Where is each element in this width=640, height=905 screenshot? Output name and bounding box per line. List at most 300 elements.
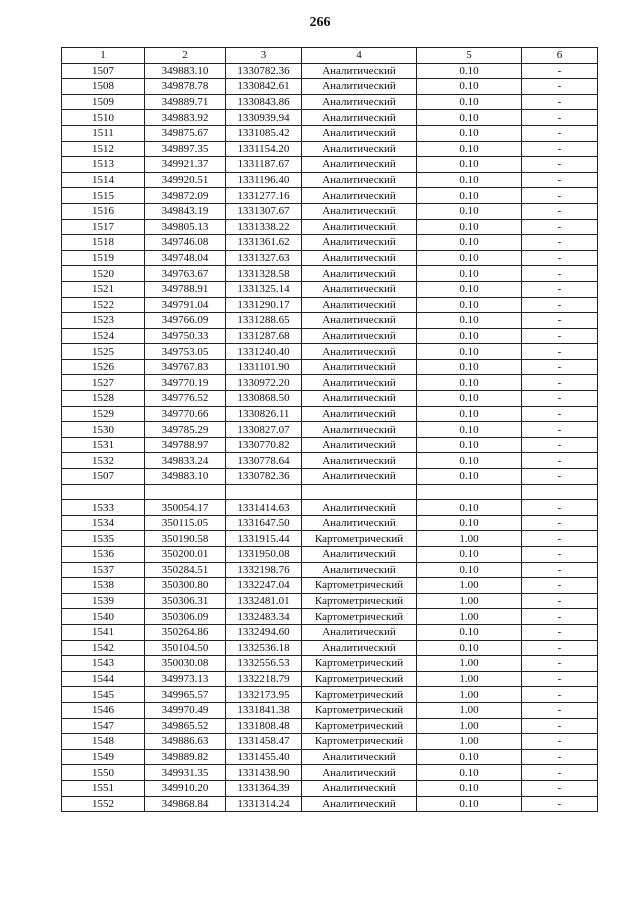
accuracy-cell: 0.10 <box>417 203 522 219</box>
table-row <box>62 780 598 796</box>
method-cell: Аналитический <box>302 297 417 313</box>
table-row <box>62 734 598 750</box>
point-number-cell: 1515 <box>62 188 145 204</box>
accuracy-cell: 1.00 <box>417 609 522 625</box>
accuracy-cell: 0.10 <box>417 375 522 391</box>
y-coordinate-cell: 1332247.04 <box>226 578 302 594</box>
point-number-cell: 1536 <box>62 547 145 563</box>
note-cell: - <box>522 624 598 640</box>
note-cell: - <box>522 671 598 687</box>
table-row <box>62 63 598 79</box>
accuracy-cell: 0.10 <box>417 437 522 453</box>
x-coordinate-cell: 350300.80 <box>145 578 226 594</box>
table-row <box>62 281 598 297</box>
y-coordinate-cell: 1331438.90 <box>226 765 302 781</box>
y-coordinate-cell: 1331414.63 <box>226 500 302 516</box>
point-number-cell: 1531 <box>62 437 145 453</box>
y-coordinate-cell: 1331307.67 <box>226 203 302 219</box>
y-coordinate-cell: 1331101.90 <box>226 359 302 375</box>
x-coordinate-cell: 349883.92 <box>145 110 226 126</box>
y-coordinate-cell: 1330842.61 <box>226 79 302 95</box>
x-coordinate-cell: 349910.20 <box>145 780 226 796</box>
accuracy-cell: 0.10 <box>417 63 522 79</box>
note-cell: - <box>522 79 598 95</box>
note-cell: - <box>522 406 598 422</box>
y-coordinate-cell: 1331841.38 <box>226 702 302 718</box>
column-header: 2 <box>145 48 226 64</box>
table-row <box>62 344 598 360</box>
note-cell: - <box>522 687 598 703</box>
x-coordinate-cell: 349805.13 <box>145 219 226 235</box>
x-coordinate-cell: 350284.51 <box>145 562 226 578</box>
point-number-cell <box>62 484 145 500</box>
table-row <box>62 125 598 141</box>
y-coordinate-cell: 1330827.07 <box>226 422 302 438</box>
note-cell: - <box>522 281 598 297</box>
method-cell: Картометрический <box>302 656 417 672</box>
note-cell: - <box>522 796 598 812</box>
table-header-row <box>62 48 598 64</box>
accuracy-cell: 0.10 <box>417 344 522 360</box>
y-coordinate-cell: 1332481.01 <box>226 593 302 609</box>
x-coordinate-cell: 349883.10 <box>145 469 226 485</box>
point-number-cell: 1546 <box>62 702 145 718</box>
x-coordinate-cell: 349766.09 <box>145 313 226 329</box>
table-row <box>62 453 598 469</box>
accuracy-cell: 1.00 <box>417 578 522 594</box>
y-coordinate-cell: 1330770.82 <box>226 437 302 453</box>
method-cell: Аналитический <box>302 765 417 781</box>
accuracy-cell: 0.10 <box>417 406 522 422</box>
note-cell: - <box>522 328 598 344</box>
y-coordinate-cell: 1332536.18 <box>226 640 302 656</box>
note-cell: - <box>522 141 598 157</box>
x-coordinate-cell: 349746.08 <box>145 235 226 251</box>
table-row <box>62 219 598 235</box>
x-coordinate-cell: 349785.29 <box>145 422 226 438</box>
point-number-cell: 1534 <box>62 515 145 531</box>
y-coordinate-cell: 1331455.40 <box>226 749 302 765</box>
method-cell: Аналитический <box>302 344 417 360</box>
accuracy-cell: 0.10 <box>417 125 522 141</box>
note-cell: - <box>522 375 598 391</box>
y-coordinate-cell: 1332218.79 <box>226 671 302 687</box>
table-body <box>62 63 598 812</box>
table-row <box>62 328 598 344</box>
point-number-cell: 1516 <box>62 203 145 219</box>
method-cell: Аналитический <box>302 172 417 188</box>
method-cell: Картометрический <box>302 609 417 625</box>
point-number-cell: 1522 <box>62 297 145 313</box>
table-row <box>62 578 598 594</box>
point-number-cell: 1508 <box>62 79 145 95</box>
table-row <box>62 422 598 438</box>
table-row <box>62 235 598 251</box>
method-cell: Аналитический <box>302 562 417 578</box>
table-row <box>62 297 598 313</box>
point-number-cell: 1521 <box>62 281 145 297</box>
accuracy-cell: 0.10 <box>417 780 522 796</box>
y-coordinate-cell: 1331325.14 <box>226 281 302 297</box>
note-cell: - <box>522 702 598 718</box>
table-row <box>62 266 598 282</box>
point-number-cell: 1527 <box>62 375 145 391</box>
note-cell: - <box>522 297 598 313</box>
method-cell: Аналитический <box>302 624 417 640</box>
note-cell: - <box>522 500 598 516</box>
table-row <box>62 796 598 812</box>
accuracy-cell: 0.10 <box>417 562 522 578</box>
method-cell: Аналитический <box>302 796 417 812</box>
table-row <box>62 375 598 391</box>
point-number-cell: 1530 <box>62 422 145 438</box>
table-row <box>62 203 598 219</box>
note-cell: - <box>522 640 598 656</box>
point-number-cell: 1540 <box>62 609 145 625</box>
x-coordinate-cell: 349833.24 <box>145 453 226 469</box>
method-cell: Аналитический <box>302 110 417 126</box>
point-number-cell: 1513 <box>62 157 145 173</box>
y-coordinate-cell: 1331154.20 <box>226 141 302 157</box>
x-coordinate-cell: 350306.09 <box>145 609 226 625</box>
point-number-cell: 1543 <box>62 656 145 672</box>
method-cell: Аналитический <box>302 203 417 219</box>
table-row <box>62 702 598 718</box>
table-row <box>62 172 598 188</box>
method-cell: Картометрический <box>302 734 417 750</box>
method-cell: Аналитический <box>302 313 417 329</box>
y-coordinate-cell: 1330778.64 <box>226 453 302 469</box>
table-row <box>62 500 598 516</box>
x-coordinate-cell: 349788.91 <box>145 281 226 297</box>
note-cell: - <box>522 157 598 173</box>
note-cell: - <box>522 453 598 469</box>
note-cell: - <box>522 749 598 765</box>
accuracy-cell: 0.10 <box>417 266 522 282</box>
y-coordinate-cell: 1331327.63 <box>226 250 302 266</box>
accuracy-cell: 1.00 <box>417 702 522 718</box>
note-cell: - <box>522 235 598 251</box>
x-coordinate-cell: 349872.09 <box>145 188 226 204</box>
note-cell: - <box>522 188 598 204</box>
y-coordinate-cell: 1332556.53 <box>226 656 302 672</box>
point-number-cell: 1514 <box>62 172 145 188</box>
table-row <box>62 562 598 578</box>
x-coordinate-cell: 349750.33 <box>145 328 226 344</box>
method-cell: Аналитический <box>302 328 417 344</box>
point-number-cell: 1535 <box>62 531 145 547</box>
table-row <box>62 188 598 204</box>
x-coordinate-cell: 349883.10 <box>145 63 226 79</box>
x-coordinate-cell: 349767.83 <box>145 359 226 375</box>
x-coordinate-cell: 349865.52 <box>145 718 226 734</box>
x-coordinate-cell: 350104.50 <box>145 640 226 656</box>
point-number-cell: 1538 <box>62 578 145 594</box>
y-coordinate-cell: 1331950.08 <box>226 547 302 563</box>
note-cell: - <box>522 718 598 734</box>
x-coordinate-cell: 349889.71 <box>145 94 226 110</box>
y-coordinate-cell: 1332173.95 <box>226 687 302 703</box>
accuracy-cell: 0.10 <box>417 219 522 235</box>
column-header: 3 <box>226 48 302 64</box>
point-number-cell: 1507 <box>62 469 145 485</box>
method-cell: Аналитический <box>302 453 417 469</box>
method-cell: Аналитический <box>302 515 417 531</box>
method-cell: Аналитический <box>302 188 417 204</box>
table-row <box>62 313 598 329</box>
y-coordinate-cell: 1331458.47 <box>226 734 302 750</box>
y-coordinate-cell: 1331361.62 <box>226 235 302 251</box>
x-coordinate-cell: 350306.31 <box>145 593 226 609</box>
y-coordinate-cell: 1330972.20 <box>226 375 302 391</box>
note-cell: - <box>522 469 598 485</box>
method-cell: Аналитический <box>302 125 417 141</box>
x-coordinate-cell: 349921.37 <box>145 157 226 173</box>
note-cell: - <box>522 94 598 110</box>
table-row <box>62 718 598 734</box>
x-coordinate-cell: 349889.82 <box>145 749 226 765</box>
point-number-cell: 1541 <box>62 624 145 640</box>
note-cell: - <box>522 266 598 282</box>
note-cell: - <box>522 344 598 360</box>
point-number-cell: 1547 <box>62 718 145 734</box>
y-coordinate-cell: 1331187.67 <box>226 157 302 173</box>
point-number-cell: 1552 <box>62 796 145 812</box>
point-number-cell: 1544 <box>62 671 145 687</box>
accuracy-cell: 0.10 <box>417 640 522 656</box>
y-coordinate-cell: 1331085.42 <box>226 125 302 141</box>
note-cell: - <box>522 110 598 126</box>
table-row <box>62 391 598 407</box>
x-coordinate-cell: 349970.49 <box>145 702 226 718</box>
method-cell: Картометрический <box>302 702 417 718</box>
accuracy-cell: 0.10 <box>417 796 522 812</box>
method-cell: Картометрический <box>302 593 417 609</box>
x-coordinate-cell: 349791.04 <box>145 297 226 313</box>
accuracy-cell: 1.00 <box>417 531 522 547</box>
y-coordinate-cell: 1332198.76 <box>226 562 302 578</box>
method-cell: Аналитический <box>302 79 417 95</box>
point-number-cell: 1526 <box>62 359 145 375</box>
accuracy-cell: 0.10 <box>417 328 522 344</box>
y-coordinate-cell: 1330826.11 <box>226 406 302 422</box>
x-coordinate-cell: 349875.67 <box>145 125 226 141</box>
note-cell: - <box>522 578 598 594</box>
column-header: 5 <box>417 48 522 64</box>
accuracy-cell: 0.10 <box>417 141 522 157</box>
x-coordinate-cell: 350030.08 <box>145 656 226 672</box>
method-cell: Аналитический <box>302 266 417 282</box>
table-row <box>62 94 598 110</box>
point-number-cell: 1518 <box>62 235 145 251</box>
accuracy-cell: 1.00 <box>417 593 522 609</box>
y-coordinate-cell: 1330868.50 <box>226 391 302 407</box>
method-cell: Аналитический <box>302 422 417 438</box>
table-row <box>62 157 598 173</box>
method-cell: Аналитический <box>302 500 417 516</box>
method-cell: Аналитический <box>302 219 417 235</box>
note-cell: - <box>522 203 598 219</box>
y-coordinate-cell: 1331808.48 <box>226 718 302 734</box>
point-number-cell: 1542 <box>62 640 145 656</box>
table-row <box>62 609 598 625</box>
point-number-cell: 1524 <box>62 328 145 344</box>
accuracy-cell: 1.00 <box>417 718 522 734</box>
method-cell: Картометрический <box>302 578 417 594</box>
table-row <box>62 406 598 422</box>
method-cell: Аналитический <box>302 94 417 110</box>
y-coordinate-cell: 1331240.40 <box>226 344 302 360</box>
accuracy-cell: 0.10 <box>417 749 522 765</box>
point-number-cell: 1549 <box>62 749 145 765</box>
point-number-cell: 1517 <box>62 219 145 235</box>
accuracy-cell <box>417 484 522 500</box>
method-cell: Аналитический <box>302 749 417 765</box>
point-number-cell: 1551 <box>62 780 145 796</box>
y-coordinate-cell: 1330782.36 <box>226 63 302 79</box>
x-coordinate-cell: 349748.04 <box>145 250 226 266</box>
note-cell: - <box>522 547 598 563</box>
table-row <box>62 640 598 656</box>
note-cell: - <box>522 125 598 141</box>
table-row <box>62 547 598 563</box>
accuracy-cell: 0.10 <box>417 547 522 563</box>
method-cell: Аналитический <box>302 375 417 391</box>
y-coordinate-cell: 1331290.17 <box>226 297 302 313</box>
table-row <box>62 656 598 672</box>
method-cell: Аналитический <box>302 235 417 251</box>
table-row <box>62 531 598 547</box>
point-number-cell: 1511 <box>62 125 145 141</box>
x-coordinate-cell: 350190.58 <box>145 531 226 547</box>
table-row <box>62 671 598 687</box>
accuracy-cell: 0.10 <box>417 391 522 407</box>
method-cell: Аналитический <box>302 63 417 79</box>
note-cell: - <box>522 593 598 609</box>
y-coordinate-cell: 1331328.58 <box>226 266 302 282</box>
x-coordinate-cell: 349788.97 <box>145 437 226 453</box>
note-cell: - <box>522 656 598 672</box>
accuracy-cell: 0.10 <box>417 515 522 531</box>
table-row <box>62 141 598 157</box>
point-number-cell: 1532 <box>62 453 145 469</box>
point-number-cell: 1512 <box>62 141 145 157</box>
accuracy-cell: 0.10 <box>417 94 522 110</box>
point-number-cell: 1529 <box>62 406 145 422</box>
method-cell: Аналитический <box>302 780 417 796</box>
note-cell: - <box>522 313 598 329</box>
accuracy-cell: 0.10 <box>417 235 522 251</box>
method-cell: Аналитический <box>302 547 417 563</box>
y-coordinate-cell: 1331314.24 <box>226 796 302 812</box>
y-coordinate-cell: 1331196.40 <box>226 172 302 188</box>
note-cell: - <box>522 765 598 781</box>
point-number-cell: 1533 <box>62 500 145 516</box>
table-row <box>62 515 598 531</box>
accuracy-cell: 1.00 <box>417 656 522 672</box>
note-cell <box>522 484 598 500</box>
point-number-cell: 1528 <box>62 391 145 407</box>
x-coordinate-cell: 349920.51 <box>145 172 226 188</box>
note-cell: - <box>522 562 598 578</box>
table-row <box>62 110 598 126</box>
method-cell: Аналитический <box>302 250 417 266</box>
method-cell: Аналитический <box>302 640 417 656</box>
point-number-cell: 1519 <box>62 250 145 266</box>
accuracy-cell: 0.10 <box>417 500 522 516</box>
x-coordinate-cell: 349973.13 <box>145 671 226 687</box>
x-coordinate-cell: 349868.84 <box>145 796 226 812</box>
note-cell: - <box>522 515 598 531</box>
accuracy-cell: 1.00 <box>417 687 522 703</box>
point-number-cell: 1523 <box>62 313 145 329</box>
note-cell: - <box>522 437 598 453</box>
method-cell: Аналитический <box>302 359 417 375</box>
y-coordinate-cell: 1331287.68 <box>226 328 302 344</box>
accuracy-cell: 0.10 <box>417 297 522 313</box>
table-row <box>62 749 598 765</box>
method-cell: Аналитический <box>302 157 417 173</box>
accuracy-cell: 1.00 <box>417 734 522 750</box>
table-row <box>62 687 598 703</box>
method-cell: Картометрический <box>302 671 417 687</box>
table-row <box>62 79 598 95</box>
accuracy-cell: 0.10 <box>417 453 522 469</box>
accuracy-cell: 0.10 <box>417 110 522 126</box>
x-coordinate-cell: 349965.57 <box>145 687 226 703</box>
y-coordinate-cell: 1331288.65 <box>226 313 302 329</box>
point-number-cell: 1545 <box>62 687 145 703</box>
point-number-cell: 1539 <box>62 593 145 609</box>
accuracy-cell: 0.10 <box>417 172 522 188</box>
accuracy-cell: 0.10 <box>417 79 522 95</box>
column-header: 1 <box>62 48 145 64</box>
table-spacer-row <box>62 484 598 500</box>
accuracy-cell: 0.10 <box>417 188 522 204</box>
y-coordinate-cell: 1331647.50 <box>226 515 302 531</box>
y-coordinate-cell: 1330939.94 <box>226 110 302 126</box>
x-coordinate-cell: 350115.05 <box>145 515 226 531</box>
accuracy-cell: 0.10 <box>417 422 522 438</box>
y-coordinate-cell: 1331338.22 <box>226 219 302 235</box>
point-number-cell: 1525 <box>62 344 145 360</box>
x-coordinate-cell: 349843.19 <box>145 203 226 219</box>
x-coordinate-cell: 349886.63 <box>145 734 226 750</box>
accuracy-cell: 1.00 <box>417 671 522 687</box>
accuracy-cell: 0.10 <box>417 624 522 640</box>
x-coordinate-cell: 350054.17 <box>145 500 226 516</box>
coordinates-table <box>61 47 598 812</box>
y-coordinate-cell: 1330782.36 <box>226 469 302 485</box>
note-cell: - <box>522 250 598 266</box>
table-row <box>62 359 598 375</box>
x-coordinate-cell: 349776.52 <box>145 391 226 407</box>
note-cell: - <box>522 531 598 547</box>
x-coordinate-cell <box>145 484 226 500</box>
table-row <box>62 437 598 453</box>
note-cell: - <box>522 780 598 796</box>
table-row <box>62 250 598 266</box>
y-coordinate-cell: 1332494.60 <box>226 624 302 640</box>
x-coordinate-cell: 349897.35 <box>145 141 226 157</box>
point-number-cell: 1550 <box>62 765 145 781</box>
method-cell: Аналитический <box>302 406 417 422</box>
point-number-cell: 1509 <box>62 94 145 110</box>
y-coordinate-cell: 1331915.44 <box>226 531 302 547</box>
x-coordinate-cell: 350200.01 <box>145 547 226 563</box>
column-header: 4 <box>302 48 417 64</box>
accuracy-cell: 0.10 <box>417 157 522 173</box>
